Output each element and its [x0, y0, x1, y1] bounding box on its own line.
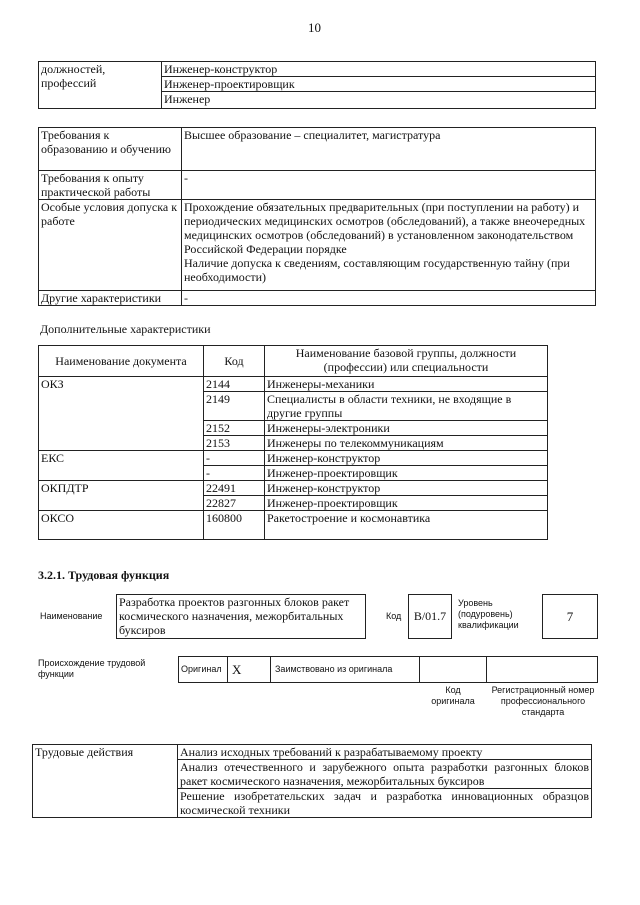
code-cell: 2149 — [204, 392, 265, 421]
action-item: Анализ исходных требований к разрабатываемому проекту — [178, 745, 592, 760]
code-cell: 2152 — [204, 421, 265, 436]
positions-label-line2: профессий — [41, 76, 97, 90]
table-row — [39, 171, 596, 200]
doc-cell — [39, 436, 204, 451]
table-row — [39, 377, 548, 392]
name-cell: Ракетостроение и космонавтика — [265, 511, 548, 540]
requirement-value-part2: Наличие допуска к сведениям, составляющим государственную тайну (при необходимости) — [184, 256, 570, 284]
code-cell: 2144 — [204, 377, 265, 392]
code-cell: - — [204, 451, 265, 466]
doc-cell: ОКЗ — [39, 377, 204, 392]
table-row — [39, 392, 548, 421]
positions-label-line1: должностей, — [41, 62, 106, 76]
function-code-label: Код — [386, 611, 402, 621]
code-cell: - — [204, 466, 265, 481]
doc-cell: ОКПДТР — [39, 481, 204, 496]
origin-original-label: Оригинал — [181, 664, 222, 674]
name-cell: Инженеры по телекоммуникациям — [265, 436, 548, 451]
requirement-label: Требования к образованию и обучению — [39, 128, 182, 171]
requirements-table — [38, 127, 596, 306]
doc-cell — [39, 496, 204, 511]
function-code-value: B/01.7 — [413, 609, 447, 623]
table-row — [39, 421, 548, 436]
requirement-value-part1: Прохождение обязательных предварительных (при поступлении на работу) и периодических медицинских осмотров (обследований), а также внеочередных медицинских осмотров (обследований) в установленном законодательством Российской Федерации порядке — [184, 200, 586, 256]
origin-mark-box — [227, 656, 271, 683]
table-row — [39, 451, 548, 466]
name-cell: Инженер-проектировщик — [265, 496, 548, 511]
origin-code-box — [419, 656, 487, 683]
origin-reg-caption: Регистрационный номер профессионального стандарта — [491, 685, 595, 717]
table-row — [39, 436, 548, 451]
positions-table — [38, 61, 596, 109]
name-cell: Инженер-конструктор — [265, 481, 548, 496]
requirement-value: - — [182, 171, 596, 200]
page-number: 10 — [308, 20, 321, 35]
table-row — [39, 481, 548, 496]
table-row — [39, 496, 548, 511]
origin-label: Происхождение трудовой функции — [38, 658, 146, 679]
function-heading: 3.2.1. Трудовая функция — [38, 568, 170, 582]
origin-borrowed-label: Заимствовано из оригинала — [275, 664, 393, 674]
qualification-level-label: Уровень (подуровень) квалификации — [458, 598, 519, 630]
positions-label — [39, 62, 162, 109]
table-row — [33, 745, 592, 760]
function-name-box — [116, 594, 366, 639]
table-row — [39, 466, 548, 481]
requirement-label: Другие характеристики — [39, 291, 182, 306]
additional-table — [38, 345, 548, 540]
code-cell: 2153 — [204, 436, 265, 451]
name-cell: Инженер-конструктор — [265, 451, 548, 466]
action-item: Решение изобретательских задач и разработка инновационных образцов космической техники — [178, 789, 592, 818]
position-value: Инженер — [164, 92, 211, 106]
origin-original-mark: X — [232, 662, 242, 677]
code-cell: 160800 — [204, 511, 265, 540]
origin-borrowed-box — [270, 656, 420, 683]
table-row — [39, 200, 596, 291]
doc-cell: ОКСО — [39, 511, 204, 540]
position-value: Инженер-проектировщик — [162, 77, 595, 92]
actions-table — [32, 744, 592, 818]
function-code-box — [408, 594, 452, 639]
origin-reg-box — [486, 656, 598, 683]
requirement-value: - — [182, 291, 596, 306]
requirement-value: Высшее образование – специалитет, магистратура — [182, 128, 596, 171]
actions-label: Трудовые действия — [33, 745, 178, 818]
requirement-label: Требования к опыту практической работы — [39, 171, 182, 200]
origin-code-caption: Код оригинала — [431, 685, 475, 706]
table-row — [39, 291, 596, 306]
table-header-row — [39, 346, 548, 377]
requirement-label: Особые условия допуска к работе — [39, 200, 182, 291]
name-cell: Инженеры-электроники — [265, 421, 548, 436]
code-cell: 22491 — [204, 481, 265, 496]
column-header-code: Код — [204, 346, 265, 377]
doc-cell: ЕКС — [39, 451, 204, 466]
position-value: Инженер-конструктор — [162, 62, 595, 77]
column-header-document: Наименование документа — [39, 346, 204, 377]
name-cell: Инженер-проектировщик — [265, 466, 548, 481]
doc-cell — [39, 392, 204, 421]
function-name-value: Разработка проектов разгонных блоков ракет космического назначения, межорбитальных буксиров — [119, 595, 350, 637]
column-header-name: Наименование базовой группы, должности (профессии) или специальности — [265, 346, 548, 377]
doc-cell — [39, 466, 204, 481]
function-name-label: Наименование — [40, 611, 103, 621]
name-cell: Инженеры-механики — [265, 377, 548, 392]
qualification-level-value: 7 — [566, 609, 574, 624]
doc-cell — [39, 421, 204, 436]
action-item: Анализ отечественного и зарубежного опыта разработки разгонных блоков ракет космического назначения, межорбитальных буксиров — [178, 760, 592, 789]
origin-original-box — [178, 656, 228, 683]
code-cell: 22827 — [204, 496, 265, 511]
name-cell: Специалисты в области техники, не входящие в другие группы — [265, 392, 548, 421]
qualification-level-box — [542, 594, 598, 639]
requirement-value — [182, 200, 596, 291]
table-row — [39, 511, 548, 540]
table-row — [39, 128, 596, 171]
positions-values — [162, 62, 596, 109]
additional-title: Дополнительные характеристики — [40, 322, 211, 336]
